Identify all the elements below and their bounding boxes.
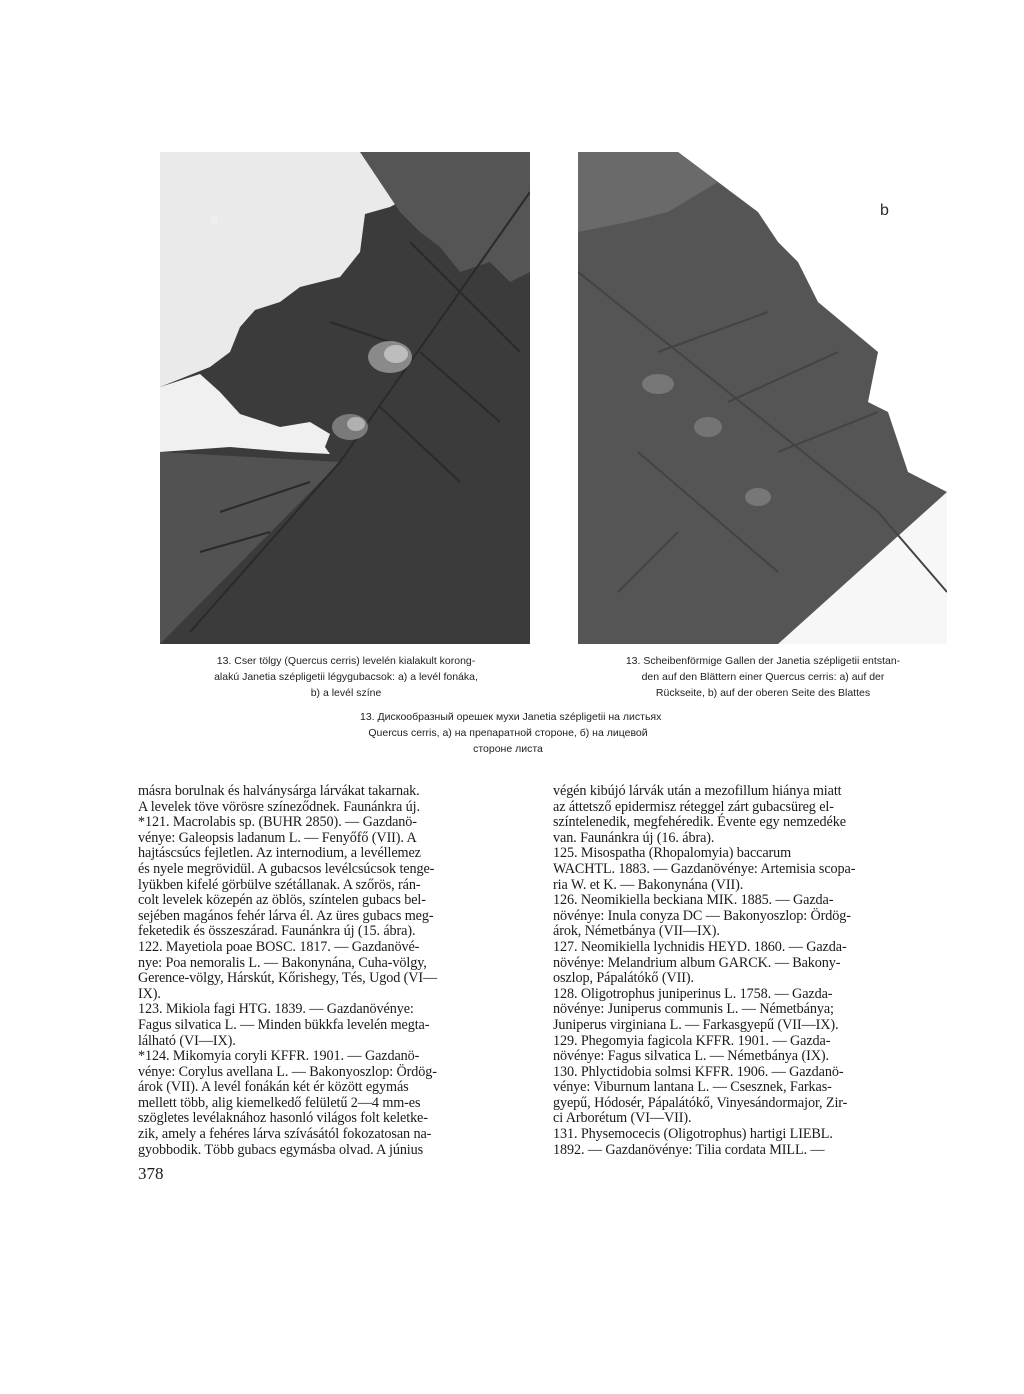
text-line: ria W. et K. — Bakonynána (VII). bbox=[553, 876, 744, 893]
text-line: 1892. — Gazdanövénye: Tilia cordata MILL. — bbox=[553, 1141, 825, 1158]
text-line: mellett több, alig kiemelkedő felületű 2—4 mm-es bbox=[138, 1094, 421, 1111]
text-line: colt levelek közepén az öblös, színtelen gubacs bel- bbox=[138, 892, 426, 909]
text-line: nye: Poa nemoralis L. — Bakonynána, Cuha-völgy, bbox=[138, 954, 427, 971]
text-line: 128. Oligotrophus juniperinus L. 1758. — Gazda- bbox=[553, 985, 833, 1002]
text-column-right bbox=[553, 784, 950, 1158]
figure-photo-a bbox=[160, 152, 530, 644]
text-line: végén kibújó lárvák után a mezofillum hiánya miatt bbox=[553, 783, 842, 799]
text-line: növénye: Juniperus communis L. — Németbánya; bbox=[553, 1001, 834, 1018]
caption-line: 13. Дискообразный орешек мухи Janetia szépligetii на листьях bbox=[360, 711, 662, 723]
figure-caption-russian bbox=[360, 709, 662, 757]
text-line: árok (VII). A levél fonákán két ér között egymás bbox=[138, 1079, 409, 1096]
text-line: 129. Phegomyia fagicola KFFR. 1901. — Gazda- bbox=[553, 1032, 831, 1049]
caption-line: Rückseite, b) auf der oberen Seite des Blattes bbox=[655, 687, 871, 699]
text-line: IX). bbox=[138, 985, 161, 1002]
figure-caption-german bbox=[577, 653, 949, 701]
caption-line: Quercus cerris, а) на препаратной стороне, б) на лицевой bbox=[368, 727, 648, 739]
text-line: gyepű, Hódosér, Pápalátókő, Vinyesándormajor, Zir- bbox=[553, 1094, 848, 1111]
text-line: az áttetsző epidermisz réteggel zárt gubacsüreg el- bbox=[553, 798, 834, 815]
text-line: 130. Phlyctidobia solmsi KFFR. 1906. — Gazdanö- bbox=[553, 1063, 844, 1080]
panel-label-a: a bbox=[210, 211, 219, 228]
text-line: Fagus silvatica L. — Minden bükkfa levelén megta- bbox=[138, 1016, 430, 1033]
figure-photo-b bbox=[578, 152, 947, 644]
caption-line: 13. Cser tölgy (Quercus cerris) levelén kialakult korong- bbox=[216, 655, 476, 667]
text-line: növénye: Melandrium album GARCK. — Bakony- bbox=[553, 954, 841, 971]
text-line: 126. Neomikiella beckiana MIK. 1885. — Gazda- bbox=[553, 892, 834, 909]
text-line: van. Faunánkra új (16. ábra). bbox=[553, 829, 715, 846]
text-line: növénye: Inula conyza DC — Bakonyoszlop: Ördög- bbox=[553, 907, 851, 924]
text-line: 123. Mikiola fagi HTG. 1839. — Gazdanövénye: bbox=[138, 1001, 414, 1018]
text-line: vénye: Galeopsis ladanum L. — Fenyőfő (VII). A bbox=[138, 829, 417, 846]
text-line: Juniperus virginiana L. — Farkasgyepű (VII—IX). bbox=[553, 1016, 839, 1033]
text-line: *124. Mikomyia coryli KFFR. 1901. — Gazdanö- bbox=[138, 1048, 420, 1065]
text-line: *121. Macrolabis sp. (BUHR 2850). — Gazdanö- bbox=[138, 814, 417, 831]
text-line: árok, Németbánya (VII—IX). bbox=[553, 923, 720, 940]
text-line: lálható (VI—IX). bbox=[138, 1032, 236, 1049]
text-line: vénye: Viburnum lantana L. — Csesznek, Farkas- bbox=[553, 1079, 832, 1096]
figure-caption-hungarian bbox=[160, 653, 532, 701]
text-line: A levelek töve vörösre színeződnek. Faunánkra új. bbox=[138, 798, 420, 815]
text-line: Gerence-völgy, Hárskút, Kőrishegy, Tés, Ugod (VI— bbox=[138, 970, 438, 987]
page-number: 378 bbox=[138, 1164, 164, 1183]
text-line: 127. Neomikiella lychnidis HEYD. 1860. — Gazda- bbox=[553, 938, 847, 955]
panel-label-b: b bbox=[880, 202, 889, 219]
caption-line: 13. Scheibenförmige Gallen der Janetia szépligetii entstan- bbox=[625, 655, 901, 667]
text-line: 131. Physemocecis (Oligotrophus) hartigi LIEBL. bbox=[553, 1126, 833, 1143]
text-line: másra borulnak és halványsárga lárvákat takarnak. bbox=[138, 783, 420, 799]
text-line: sejében magános fehér lárva él. Az üres gubacs meg- bbox=[138, 907, 434, 924]
text-line: feketedik és összeszárad. Faunánkra új (15. ábra). bbox=[138, 923, 416, 940]
text-line: színtelenedik, megfehéredik. Évente egy nemzedéke bbox=[553, 814, 846, 831]
text-line: hajtáscsúcs fejletlen. Az internodium, a levéllemez bbox=[138, 845, 421, 862]
caption-line: alakú Janetia szépligetii légygubacsok: a) a levél fonáka, bbox=[214, 671, 478, 683]
text-line: növénye: Fagus silvatica L. — Németbánya (IX). bbox=[553, 1048, 829, 1065]
text-line: vénye: Corylus avellana L. — Bakonyoszlop: Ördög- bbox=[138, 1063, 437, 1080]
text-line: WACHTL. 1883. — Gazdanövénye: Artemisia scopa- bbox=[553, 860, 856, 877]
text-line: gyobbodik. Több gubacs egymásba olvad. A június bbox=[138, 1141, 424, 1158]
caption-line: b) a levél színe bbox=[310, 687, 382, 699]
text-column-left bbox=[138, 784, 535, 1158]
text-line: 125. Misospatha (Rhopalomyia) baccarum bbox=[553, 845, 792, 862]
text-line: szögletes levélaknához hasonló világos folt keletke- bbox=[138, 1110, 428, 1127]
text-line: zik, amely a fehéres lárva szívásától fokozatosan na- bbox=[138, 1126, 432, 1143]
text-line: lyükben kifelé görbülve szétállanak. A szőrös, rán- bbox=[138, 876, 421, 893]
caption-line: стороне листа bbox=[473, 743, 543, 755]
text-line: oszlop, Pápalátókő (VII). bbox=[553, 970, 694, 987]
text-line: ci Arborétum (VI—VII). bbox=[553, 1110, 692, 1127]
text-line: és nyele megrövidül. A gubacsos levélcsúcsok tenge- bbox=[138, 860, 435, 877]
text-line: 122. Mayetiola poae BOSC. 1817. — Gazdanövé- bbox=[138, 938, 420, 955]
caption-line: den auf den Blättern einer Quercus cerris: a) auf der bbox=[641, 671, 885, 683]
